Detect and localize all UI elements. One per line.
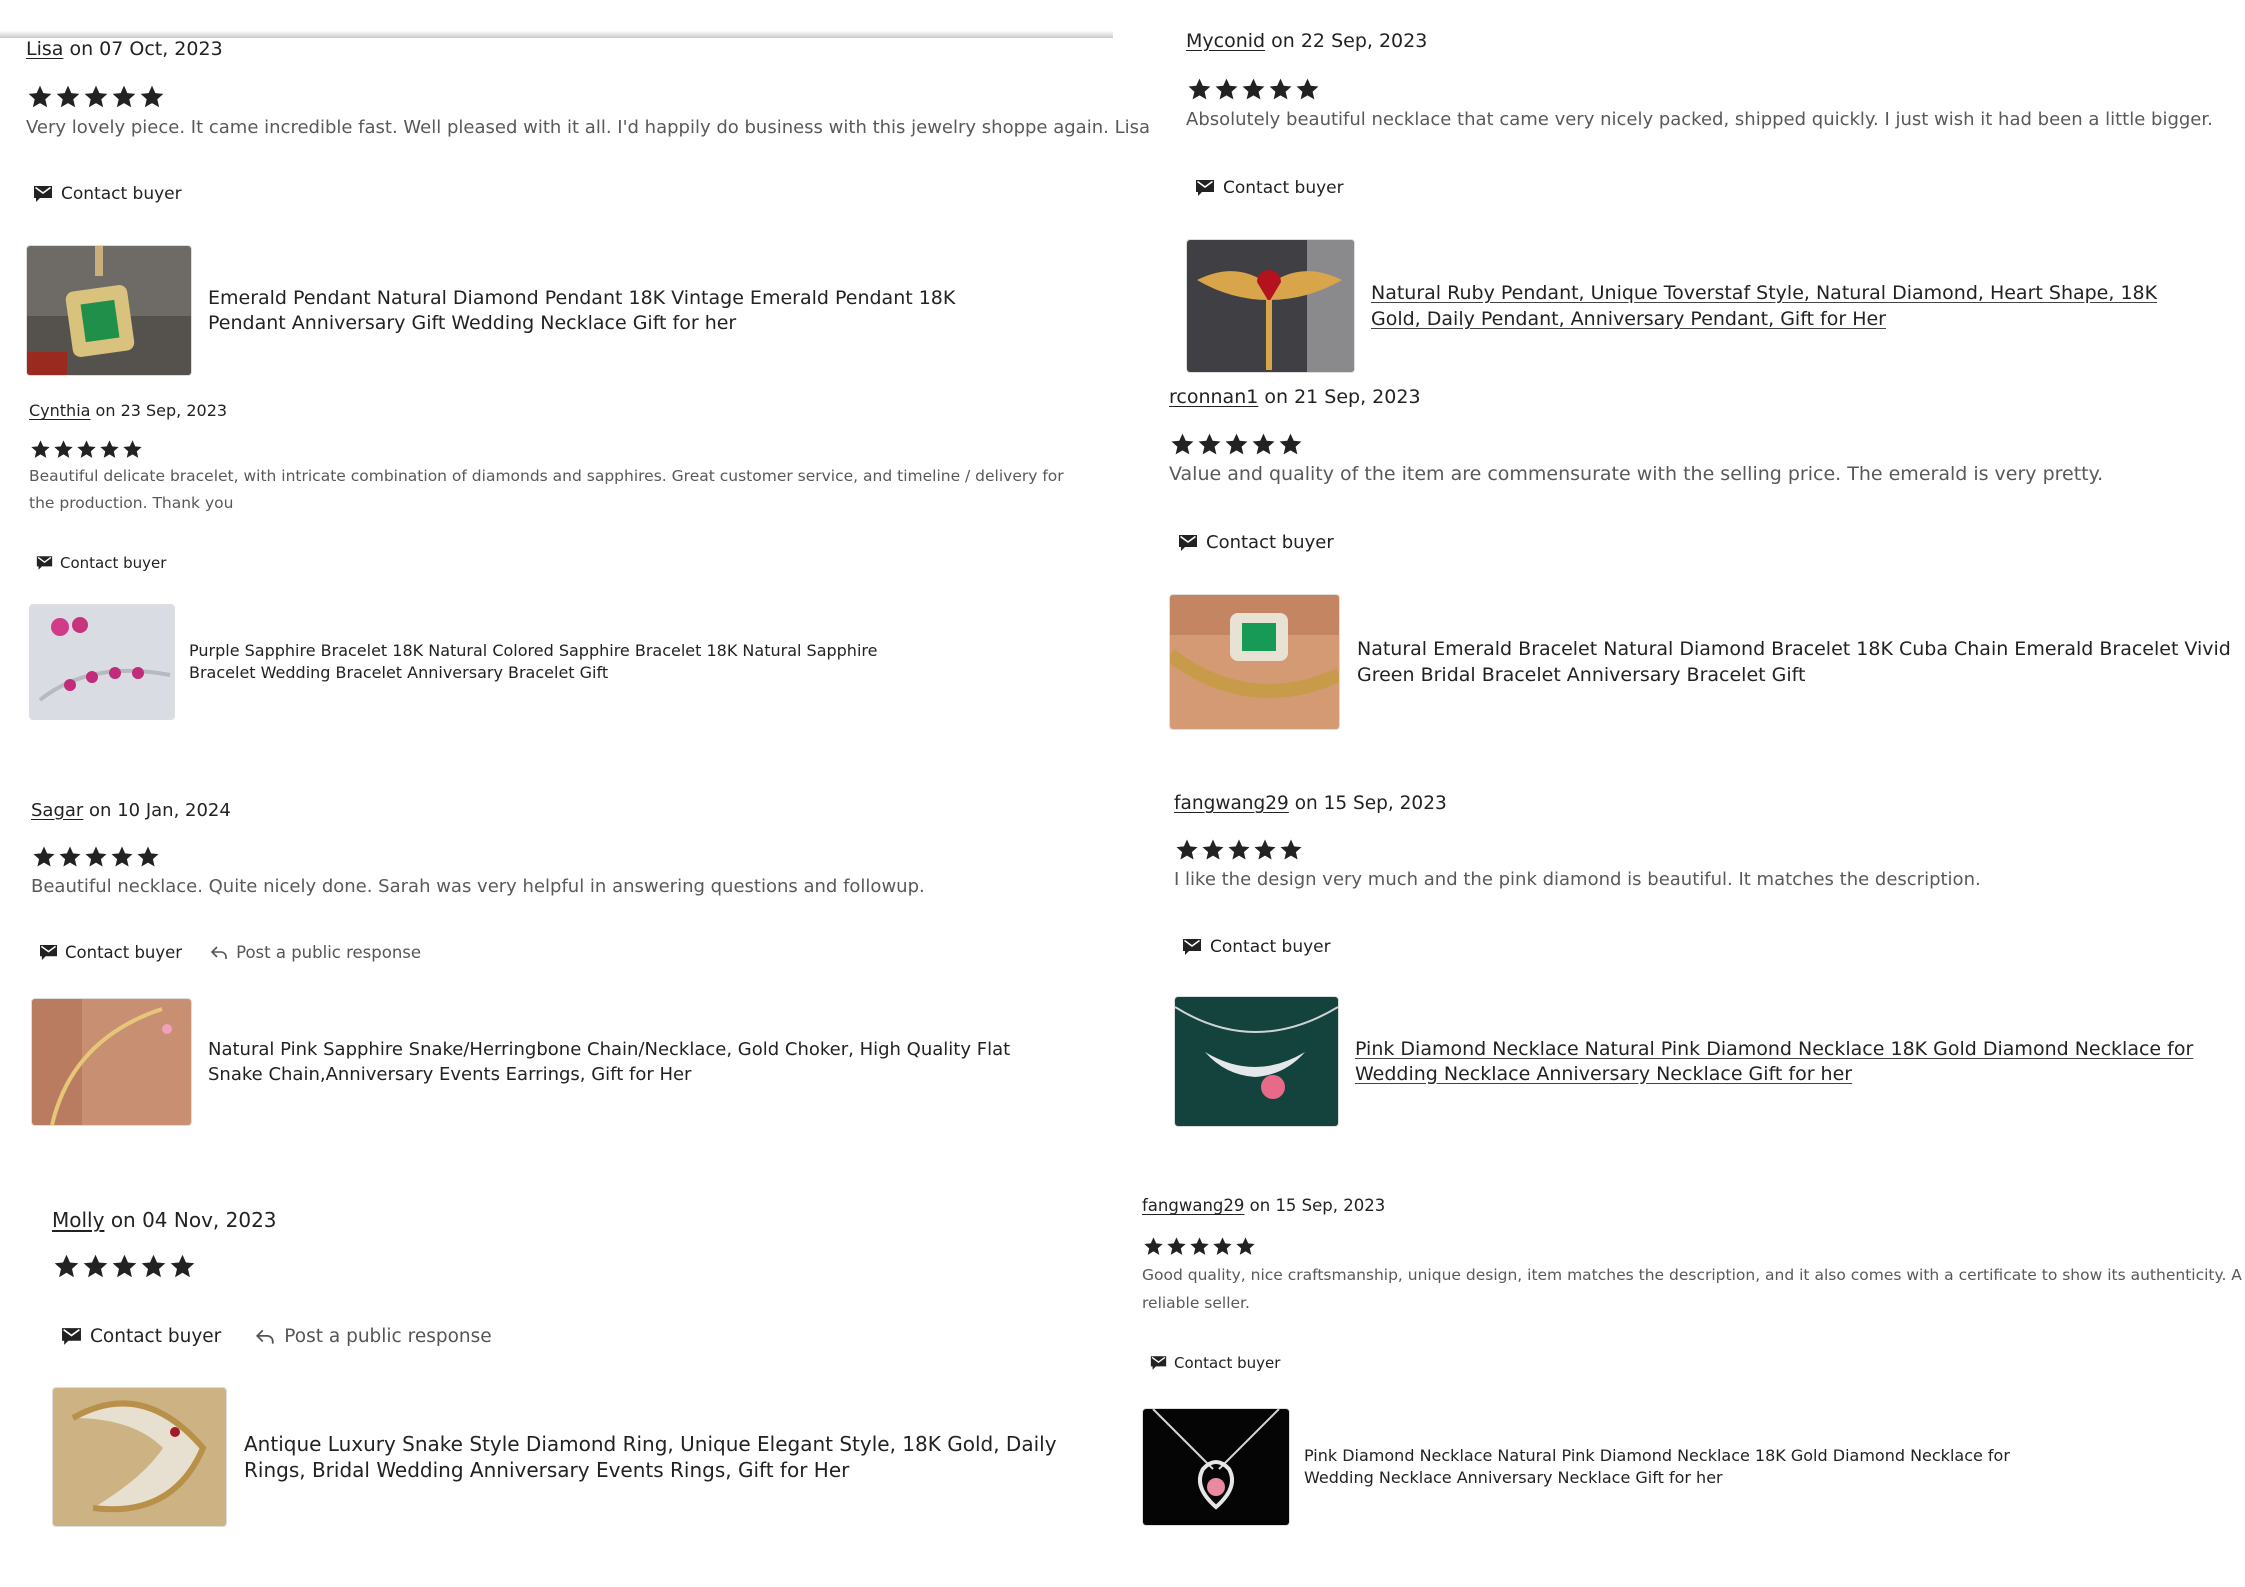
star-rating xyxy=(1169,432,1304,457)
review-actions xyxy=(33,184,182,204)
item-thumbnail[interactable] xyxy=(52,1387,227,1527)
review-text: Absolutely beautiful necklace that came very nicely packed, shipped quickly. I just wish it had been a little bigger. xyxy=(1186,109,2213,130)
item-title-link[interactable]: Pink Diamond Necklace Natural Pink Diamond Necklace 18K Gold Diamond Necklace for Wedding Necklace Anniversary Necklace Gift for her xyxy=(1355,1037,2194,1085)
star-icon xyxy=(121,439,144,460)
review-text: Beautiful necklace. Quite nicely done. Sarah was very helpful in answering questions and followup. xyxy=(31,876,925,897)
purchased-item[interactable] xyxy=(52,1387,1124,1527)
review-date: on 07 Oct, 2023 xyxy=(69,38,223,60)
review-text: Good quality, nice craftsmanship, unique design, item matches the description, and it also comes with a certificate to show its authenticity. A reliable seller. xyxy=(1142,1266,2242,1312)
item-title-link[interactable]: Natural Ruby Pendant, Unique Toverstaf Style, Natural Diamond, Heart Shape, 18K Gold, Daily Pendant, Anniversary Pendant, Gift for Her xyxy=(1371,282,2158,330)
star-icon xyxy=(1240,77,1267,102)
item-thumbnail[interactable] xyxy=(1142,1408,1290,1526)
contact-buyer-button[interactable] xyxy=(36,554,166,572)
star-icon xyxy=(139,1253,168,1280)
review-actions xyxy=(39,943,421,962)
purchased-item[interactable] xyxy=(1186,239,2191,373)
star-rating xyxy=(1142,1236,1257,1257)
reply-arrow-icon xyxy=(210,945,228,961)
review-text: Very lovely piece. It came incredible fast. Well pleased with it all. I'd happily do business with this jewelry shoppe again. Lisa xyxy=(26,117,1151,138)
mail-icon xyxy=(36,555,53,571)
star-icon xyxy=(1142,1236,1165,1257)
mail-icon xyxy=(33,185,53,203)
star-icon xyxy=(26,84,54,110)
star-icon xyxy=(135,845,161,869)
star-icon xyxy=(1200,838,1226,862)
item-thumbnail[interactable] xyxy=(1174,996,1339,1127)
star-icon xyxy=(1211,1236,1234,1257)
item-thumbnail[interactable] xyxy=(1186,239,1355,373)
star-icon xyxy=(1186,77,1213,102)
review-header xyxy=(52,1208,277,1232)
star-icon xyxy=(52,1253,81,1280)
post-public-response-label: Post a public response xyxy=(284,1326,492,1347)
item-thumbnail[interactable] xyxy=(29,604,175,720)
review-actions xyxy=(1195,178,1344,198)
reviewer-name-link[interactable]: Sagar xyxy=(31,800,84,821)
star-icon xyxy=(1267,77,1294,102)
post-public-response-label: Post a public response xyxy=(236,943,422,962)
reviewer-name-link[interactable]: Molly xyxy=(52,1208,105,1232)
star-icon xyxy=(1165,1236,1188,1257)
contact-buyer-label: Contact buyer xyxy=(65,943,183,962)
contact-buyer-label: Contact buyer xyxy=(60,554,167,572)
contact-buyer-label: Contact buyer xyxy=(1206,532,1334,553)
star-rating xyxy=(31,845,161,869)
review-text: Value and quality of the item are commensurate with the selling price. The emerald is very pretty. xyxy=(1169,463,2104,485)
review-actions xyxy=(1182,937,1331,957)
star-rating xyxy=(1186,77,1321,102)
item-thumbnail[interactable] xyxy=(31,998,192,1126)
reviewer-name-link[interactable]: Cynthia xyxy=(29,401,91,420)
item-title[interactable]: Natural Pink Sapphire Snake/Herringbone Chain/Necklace, Gold Choker, High Quality Flat Snake Chain,Anniversary Events Earrings, Gift for Her xyxy=(208,1039,1011,1085)
review-date: on 22 Sep, 2023 xyxy=(1271,30,1428,52)
review-date: on 04 Nov, 2023 xyxy=(110,1208,277,1232)
item-title[interactable]: Natural Emerald Bracelet Natural Diamond Bracelet 18K Cuba Chain Emerald Bracelet Vivid Green Bridal Bracelet Anniversary Bracelet Gift xyxy=(1357,638,2231,686)
contact-buyer-label: Contact buyer xyxy=(1210,937,1331,957)
contact-buyer-label: Contact buyer xyxy=(1223,178,1344,198)
contact-buyer-button[interactable] xyxy=(61,1326,221,1347)
contact-buyer-button[interactable] xyxy=(39,943,182,962)
mail-icon xyxy=(39,944,58,961)
mail-icon xyxy=(1150,1355,1167,1371)
star-icon xyxy=(81,1253,110,1280)
purchased-item[interactable] xyxy=(31,998,1068,1126)
review-actions xyxy=(1178,532,1334,553)
reviewer-name-link[interactable]: fangwang29 xyxy=(1142,1196,1245,1215)
review-actions xyxy=(36,554,166,572)
purchased-item[interactable] xyxy=(26,245,1008,376)
star-icon xyxy=(1213,77,1240,102)
star-icon xyxy=(1174,838,1200,862)
star-rating xyxy=(52,1253,197,1280)
review-actions xyxy=(61,1326,492,1347)
item-title[interactable]: Pink Diamond Necklace Natural Pink Diamond Necklace 18K Gold Diamond Necklace for Wedding Necklace Anniversary Necklace Gift for her xyxy=(1304,1446,2010,1487)
purchased-item[interactable] xyxy=(1169,594,2237,730)
item-title[interactable]: Antique Luxury Snake Style Diamond Ring, Unique Elegant Style, 18K Gold, Daily Rings, Bridal Wedding Anniversary Events Rings, Gift for Her xyxy=(244,1432,1057,1482)
review-text: Beautiful delicate bracelet, with intricate combination of diamonds and sapphires. Great customer service, and timeline / delivery for the production. Thank you xyxy=(29,467,1064,512)
review-actions xyxy=(1150,1354,1280,1372)
reviewer-name-link[interactable]: Myconid xyxy=(1186,30,1266,52)
post-public-response-button[interactable] xyxy=(210,943,421,962)
star-icon xyxy=(31,845,57,869)
star-icon xyxy=(1294,77,1321,102)
contact-buyer-button[interactable] xyxy=(33,184,182,204)
star-icon xyxy=(52,439,75,460)
star-icon xyxy=(1169,432,1196,457)
review-date: on 10 Jan, 2024 xyxy=(89,800,231,821)
review-date: on 15 Sep, 2023 xyxy=(1294,793,1447,814)
reviewer-name-link[interactable]: fangwang29 xyxy=(1174,793,1289,814)
contact-buyer-button[interactable] xyxy=(1195,178,1344,198)
star-icon xyxy=(168,1253,197,1280)
star-icon xyxy=(1252,838,1278,862)
mail-icon xyxy=(1182,938,1202,956)
review-header xyxy=(29,401,227,420)
contact-buyer-button[interactable] xyxy=(1178,532,1334,553)
item-title[interactable]: Purple Sapphire Bracelet 18K Natural Colored Sapphire Bracelet 18K Natural Sapphire Bracelet Wedding Bracelet Anniversary Bracelet Gift xyxy=(189,641,878,682)
review-header xyxy=(31,800,231,821)
star-icon xyxy=(75,439,98,460)
purchased-item[interactable] xyxy=(1142,1408,2064,1526)
review-header xyxy=(1169,386,1421,408)
star-icon xyxy=(54,84,82,110)
review-header xyxy=(1174,793,1447,814)
contact-buyer-button[interactable] xyxy=(1150,1354,1280,1372)
purchased-item[interactable] xyxy=(1174,996,2215,1127)
item-title[interactable]: Emerald Pendant Natural Diamond Pendant 18K Vintage Emerald Pendant 18K Pendant Anniversary Gift Wedding Necklace Gift for her xyxy=(208,286,956,334)
reply-arrow-icon xyxy=(255,1328,275,1346)
post-public-response-button[interactable] xyxy=(255,1326,491,1347)
star-icon xyxy=(1278,838,1304,862)
review-date: on 15 Sep, 2023 xyxy=(1249,1196,1386,1215)
star-rating xyxy=(26,84,166,110)
star-icon xyxy=(1226,838,1252,862)
contact-buyer-label: Contact buyer xyxy=(61,184,182,204)
contact-buyer-label: Contact buyer xyxy=(90,1326,222,1347)
purchased-item[interactable] xyxy=(29,604,909,720)
reviewer-name-link[interactable]: rconnan1 xyxy=(1169,386,1259,408)
contact-buyer-button[interactable] xyxy=(1182,937,1331,957)
review-header xyxy=(1142,1196,1385,1215)
star-rating xyxy=(29,439,144,460)
mail-icon xyxy=(1195,179,1215,197)
review-header xyxy=(1186,30,1427,52)
review-date: on 21 Sep, 2023 xyxy=(1264,386,1421,408)
star-icon xyxy=(83,845,109,869)
star-icon xyxy=(109,845,135,869)
mail-icon xyxy=(1178,534,1198,552)
star-icon xyxy=(1277,432,1304,457)
review-text: I like the design very much and the pink diamond is beautiful. It matches the description. xyxy=(1174,869,1981,890)
top-shadow xyxy=(0,0,1113,38)
contact-buyer-label: Contact buyer xyxy=(1174,1354,1281,1372)
star-icon xyxy=(110,1253,139,1280)
star-icon xyxy=(1223,432,1250,457)
star-icon xyxy=(110,84,138,110)
star-icon xyxy=(82,84,110,110)
star-icon xyxy=(1234,1236,1257,1257)
star-icon xyxy=(1196,432,1223,457)
item-thumbnail[interactable] xyxy=(1169,594,1340,730)
star-icon xyxy=(57,845,83,869)
star-icon xyxy=(1250,432,1277,457)
review-header xyxy=(26,38,223,60)
reviewer-name-link[interactable]: Lisa xyxy=(26,38,64,60)
star-rating xyxy=(1174,838,1304,862)
star-icon xyxy=(138,84,166,110)
mail-icon xyxy=(61,1327,82,1346)
star-icon xyxy=(98,439,121,460)
review-date: on 23 Sep, 2023 xyxy=(95,401,228,420)
star-icon xyxy=(1188,1236,1211,1257)
item-thumbnail[interactable] xyxy=(26,245,192,376)
star-icon xyxy=(29,439,52,460)
